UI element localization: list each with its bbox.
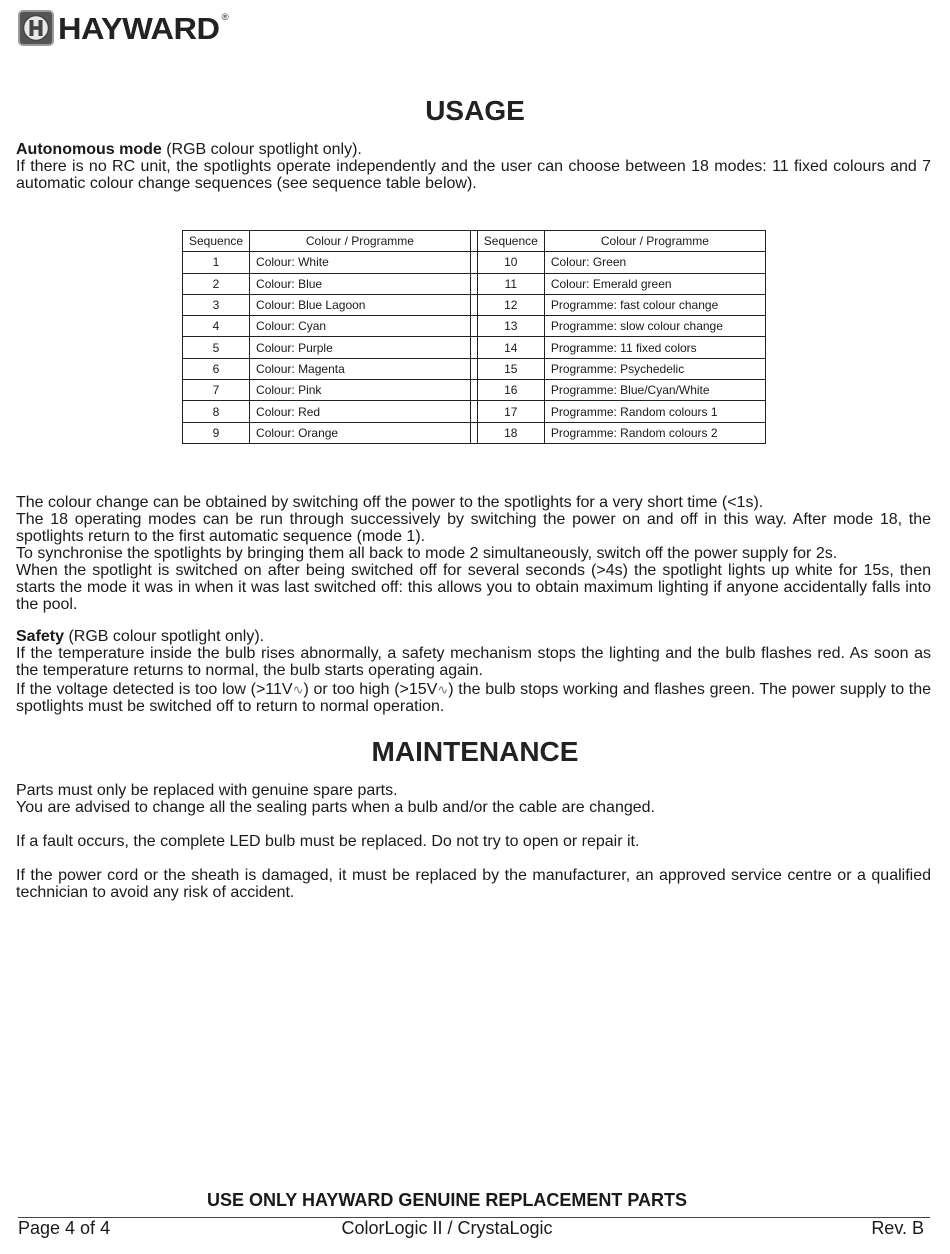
paragraph: If the temperature inside the bulb rises abnormally, a safety mechanism stops the lighting and the bulb flashes red. As soon as the temperature returns to normal, the bulb starts operating again.	[16, 645, 931, 679]
page-number: Page 4 of 4	[18, 1218, 111, 1238]
safety-section	[16, 628, 931, 715]
maintenance-heading: MAINTENANCE	[371, 736, 579, 767]
autonomous-mode-title: Autonomous mode (RGB colour spotlight only).	[16, 141, 362, 158]
colour-change-section	[16, 494, 931, 613]
maintenance-section	[16, 782, 931, 901]
paragraph: Parts must only be replaced with genuine spare parts.	[16, 782, 398, 799]
revision: Rev. B	[871, 1218, 924, 1238]
table-row: 5 Colour: Purple 14 Programme: 11 fixed colors	[183, 337, 766, 358]
table-row: 4 Colour: Cyan 13 Programme: slow colour change	[183, 316, 766, 337]
table-row: 7 Colour: Pink 16 Programme: Blue/Cyan/White	[183, 380, 766, 401]
sequence-table-header: Sequence Colour / Programme Sequence Colour / Programme	[183, 231, 766, 252]
hayward-logo	[18, 9, 229, 47]
table-row: 8 Colour: Red 17 Programme: Random colours 1	[183, 401, 766, 422]
product-name: ColorLogic II / CrystaLogic	[341, 1218, 553, 1238]
paragraph: If the power cord or the sheath is damaged, it must be replaced by the manufacturer, an approved service centre or a qualified technician to avoid any risk of accident.	[16, 867, 931, 901]
brand-name: HAYWARD ®	[58, 10, 229, 46]
ac-symbol-icon: ∿	[292, 682, 304, 697]
paragraph: You are advised to change all the sealing parts when a bulb and/or the cable are changed.	[16, 799, 655, 816]
table-row: 9 Colour: Orange 18 Programme: Random colours 2	[183, 422, 766, 443]
table-row: 3 Colour: Blue Lagoon 12 Programme: fast colour change	[183, 294, 766, 315]
paragraph: The colour change can be obtained by switching off the power to the spotlights for a very short time (<1s).	[16, 494, 764, 511]
usage-heading: USAGE	[425, 95, 525, 126]
safety-title: Safety (RGB colour spotlight only).	[16, 628, 265, 645]
paragraph: If a fault occurs, the complete LED bulb must be replaced. Do not try to open or repair it.	[16, 833, 640, 850]
paragraph: When the spotlight is switched on after being switched off for several seconds (>4s) the spotlight lights up white for 15s, then starts the mode it was in when it was last switched off: this allows you to obtain maximum lighting if anyone accidentally falls into the pool.	[16, 562, 931, 613]
table-row: 6 Colour: Magenta 15 Programme: Psychedelic	[183, 358, 766, 379]
paragraph: The 18 operating modes can be run through successively by switching the power on and off in this way. After mode 18, the spotlights return to the first automatic sequence (mode 1).	[16, 511, 931, 545]
hayward-h-icon	[18, 10, 54, 46]
paragraph: To synchronise the spotlights by bringing them all back to mode 2 simultaneously, switch off the power supply for 2s.	[16, 545, 838, 562]
table-row: 1 Colour: White 10 Colour: Green	[183, 252, 766, 273]
sequence-table	[182, 230, 766, 444]
paragraph: If the voltage detected is too low (>11V∿) or too high (>15V∿) the bulb stops working and flashes green. The power supply to the spotlights must be switched off to return to normal operation.	[16, 681, 932, 715]
table-row: 2 Colour: Blue 11 Colour: Emerald green	[183, 273, 766, 294]
autonomous-mode-text: If there is no RC unit, the spotlights operate independently and the user can choose between 18 modes: 11 fixed colours and 7 automatic colour change sequences (see sequence table below).	[16, 158, 931, 192]
genuine-parts-notice: USE ONLY HAYWARD GENUINE REPLACEMENT PARTS	[206, 1190, 688, 1210]
autonomous-mode-section	[16, 141, 931, 192]
ac-symbol-icon: ∿	[437, 682, 449, 697]
